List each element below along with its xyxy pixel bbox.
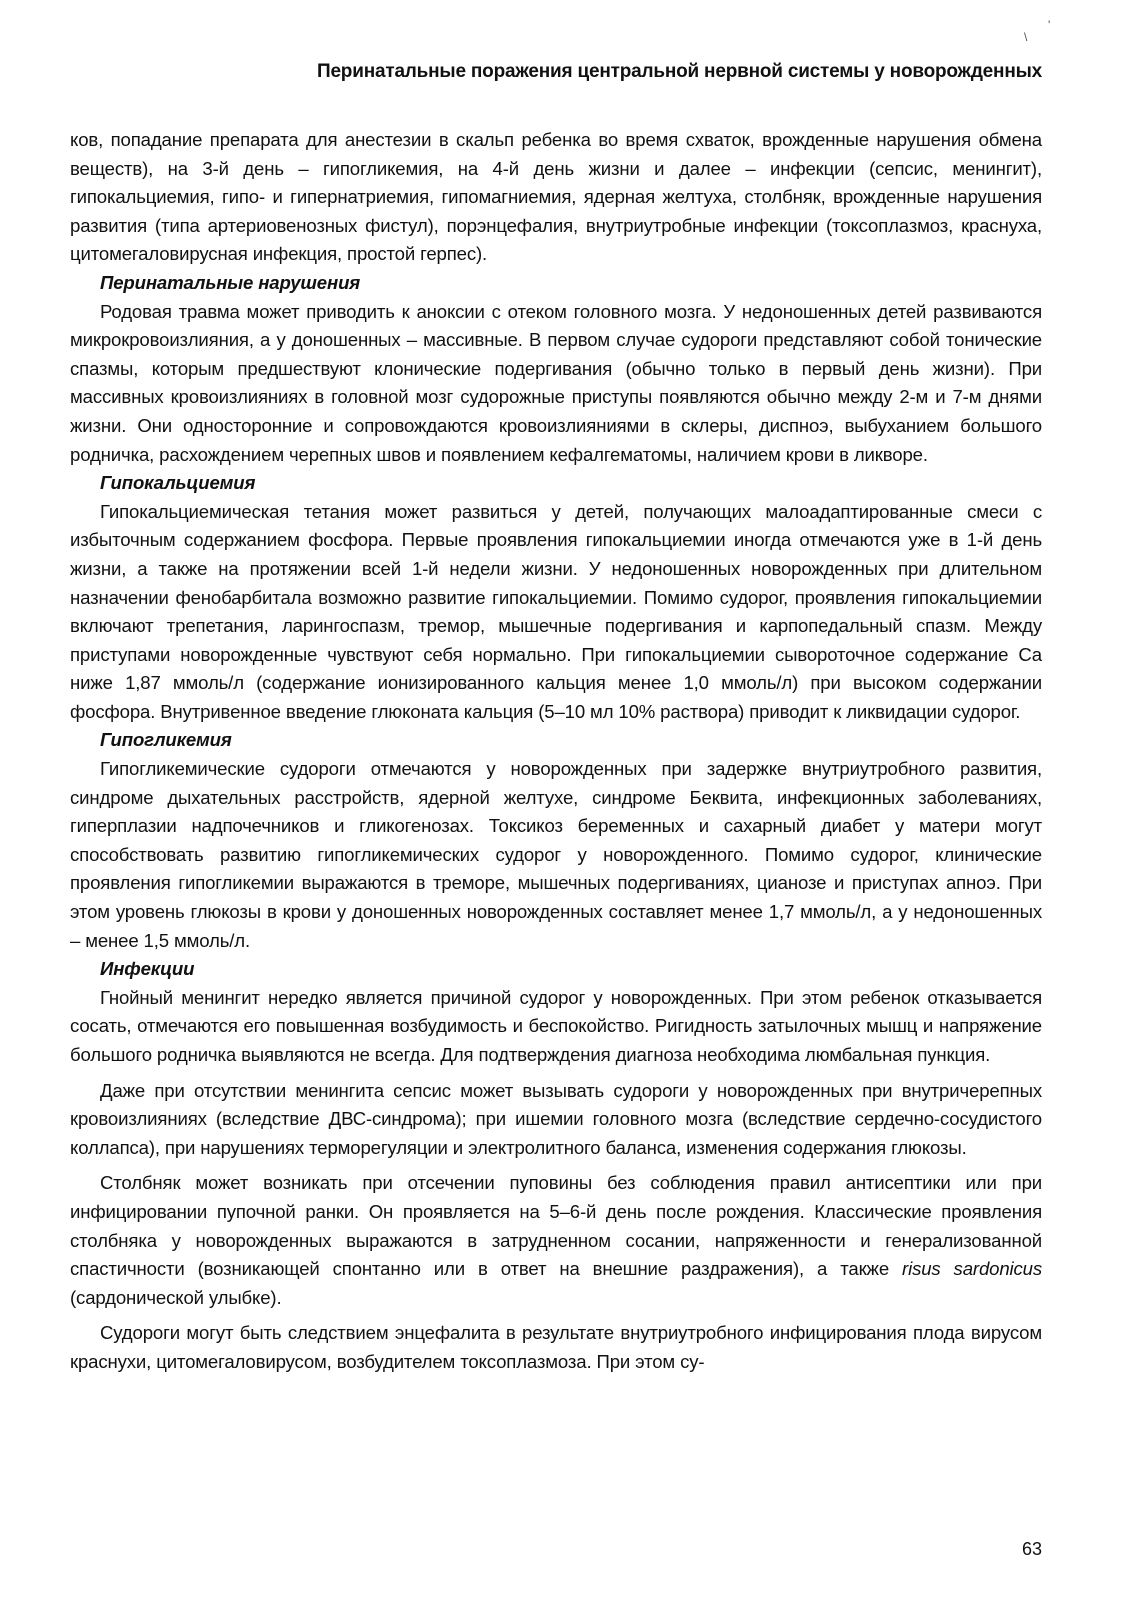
paragraph: Родовая травма может приводить к аноксии с отеком головного мозга. У недоношенных детей развиваются микрокровоизлияния, а у доношенных – массивные. В первом случае судороги представляют собой тонические спазмы, которым предшествуют клонические подергивания (обычно только в первый день жизни). При массивных кровоизлияниях в головной мозг судорожные приступы появляются обычно между 2-м и 7-м днями жизни. Они односторонние и сопровождаются кровоизлияниями в склеры, диспноэ, выбуханием большого родничка, расхождением черепных швов и появлением кефалгематомы, наличием крови в ликворе. [70,300,1042,465]
scan-mark: ' [1048,18,1051,32]
paragraph-text: Столбняк может возникать при отсечении пуповины без соблюдения правил антисептики или при инфицировании пупочной ранки. Он проявляется на 5–6-й день после рождения. Классические проявления столбняка у новорожденных выражаются в затрудненном сосании, напряженности и генерализованной спастичности (возникающей спонтанно или в ответ на внешние раздражения), а также [70,1172,1042,1280]
paragraph: Гнойный менингит нередко является причиной судорог у новорожденных. При этом ребенок отказывается сосать, отмечаются его повышенная возбудимость и беспокойство. Ригидность затылочных мышц и напряжение большого родничка выявляются не всегда. Для подтверждения диагноза необходима люмбальная пункция. [70,986,1042,1065]
running-header: Перинатальные поражения центральной нервной системы у новорожденных [316,61,1042,82]
section-heading: Гипокальциемия [100,472,256,494]
page-body [70,126,1042,1377]
section-heading: Инфекции [100,958,195,980]
paragraph [70,1169,1042,1312]
page-number: 63 [1021,1539,1042,1559]
paragraph: ков, попадание препарата для анестезии в скальп ребенка во время схваток, врожденные нарушения обмена веществ), на 3-й день – гипогликемия, на 4-й день жизни и далее – инфекции (сепсис, менингит), гипокальциемия, гипо- и гипернатриемия, гипомагниемия, ядерная желтуха, столбняк, врожденные нарушения развития (типа артериовенозных фистул), порэнцефалия, внутриутробные инфекции (токсоплазмоз, краснуха, цитомегаловирусная инфекция, простой герпес). [70,129,1042,265]
scan-mark: \ [1024,30,1028,44]
paragraph: Гипокальциемическая тетания может развиться у детей, получающих малоадаптированные смеси с избыточным содержанием фосфора. Первые проявления гипокальциемии иногда отмечаются уже в 1-й день жизни, а также на протяжении всей 1-й недели жизни. У недоношенных новорожденных при длительном назначении фенобарбитала возможно развитие гипокальциемии. Помимо судорог, проявления гипокальциемии включают трепетания, ларингоспазм, тремор, мышечные подергивания и карпопедальный спазм. Между приступами новорожденные чувствуют себя нормально. При гипокальциемии сывороточное содержание Са ниже 1,87 ммоль/л (содержание ионизированного кальция менее 1,0 ммоль/л) при высоком содержании фосфора. Внутривенное введение глюконата кальция (5–10 мл 10% раствора) приводит к ликвидации судорог. [70,500,1042,722]
section-heading: Гипогликемия [100,729,232,751]
paragraph: Даже при отсутствии менингита сепсис может вызывать судороги у новорожденных при внутричерепных кровоизлияниях (вследствие ДВС-синдрома); при ишемии головного мозга (вследствие сердечно-сосудистого коллапса), при нарушениях терморегуляции и электролитного баланса, изменения содержания глюкозы. [70,1079,1042,1158]
paragraph-text: (сардонической улыбке). [70,1286,282,1308]
paragraph: Гипогликемические судороги отмечаются у новорожденных при задержке внутриутробного развития, синдроме дыхательных расстройств, ядерной желтухе, синдроме Беквита, инфекционных заболеваниях, гиперплазии надпочечников и гликогенозах. Токсикоз беременных и сахарный диабет у матери могут способствовать развитию гипогликемических судорог у новорожденного. Помимо судорог, клинические проявления гипогликемии выражаются в треморе, мышечных подергиваниях, цианозе и приступах апноэ. При этом уровень глюкозы в крови у доношенных новорожденных составляет менее 1,7 ммоль/л, а у недоношенных – менее 1,5 ммоль/л. [70,758,1042,951]
latin-term: risus sardonicus [902,1258,1042,1280]
section-heading: Перинатальные нарушения [100,271,361,293]
paragraph: Судороги могут быть следствием энцефалита в результате внутриутробного инфицирования плода вирусом краснухи, цитомегаловирусом, возбудителем токсоплазмоза. При этом су- [70,1322,1042,1372]
